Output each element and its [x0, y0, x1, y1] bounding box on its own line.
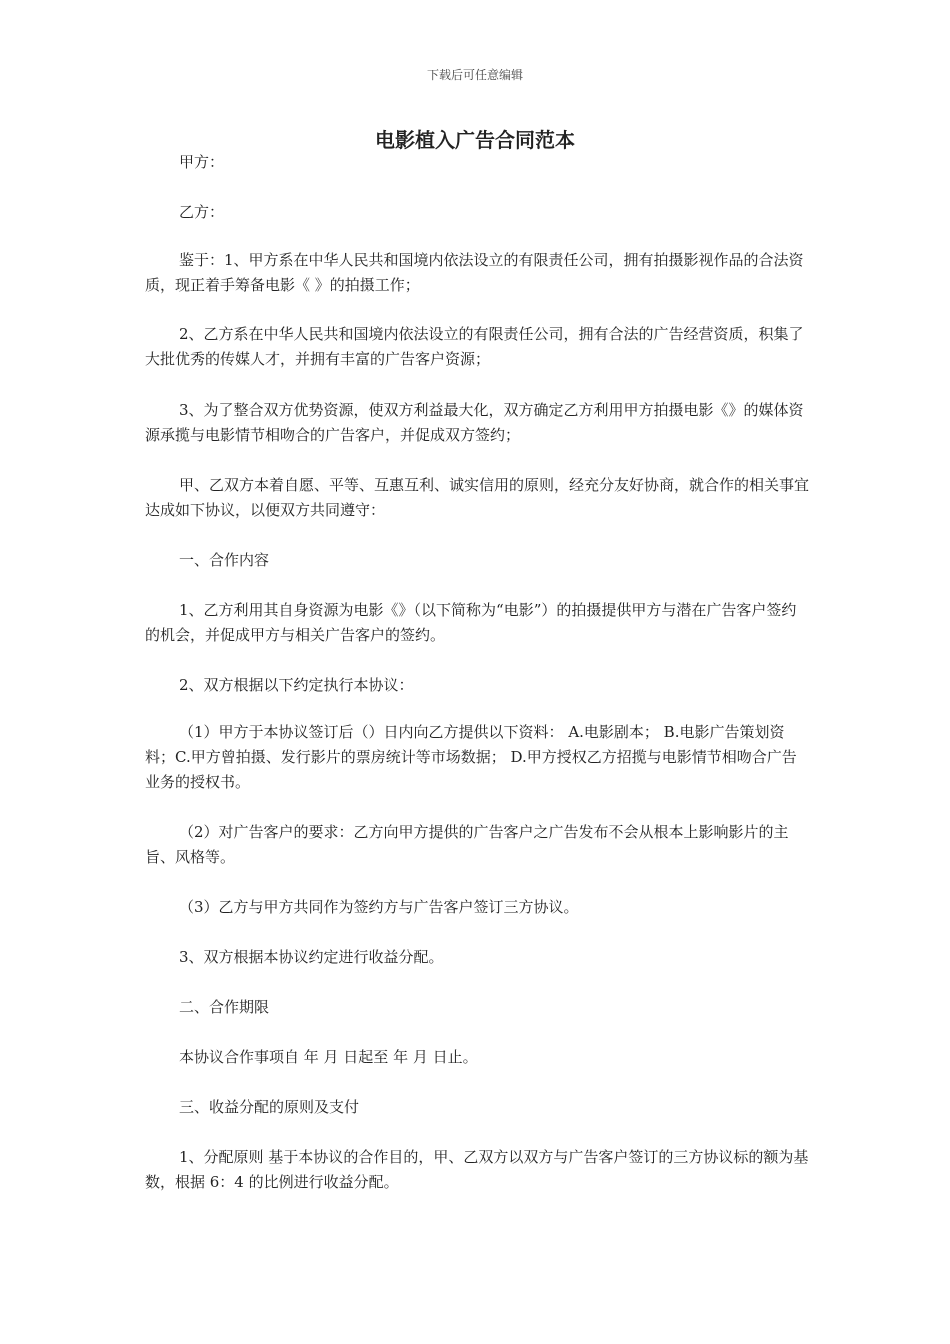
paragraph-clause-3: 3、双方根据本协议约定进行收益分配。 [179, 948, 444, 966]
paragraph-party-a: 甲方： [179, 153, 225, 171]
paragraph-subclause-1: （1）甲方于本协议签订后（）日内向乙方提供以下资料： A.电影剧本； B.电影广告策划资料；C.甲方曾拍摄、发行影片的票房统计等市场数据； D.甲方授权乙方招揽与电影情节相吻合广告业务的授权书。 [145, 723, 797, 791]
paragraph-principles: 甲、乙双方本着自愿、平等、互惠互利、诚实信用的原则，经充分友好协商，就合作的相关事宜达成如下协议，以便双方共同遵守： [145, 476, 810, 519]
paragraph-whereas-1: 鉴于：1、甲方系在中华人民共和国境内依法设立的有限责任公司，拥有拍摄影视作品的合法资质，现正着手筹备电影《 》的拍摄工作； [145, 251, 804, 294]
paragraph-revenue-principle: 1、分配原则 基于本协议的合作目的，甲、乙双方以双方与广告客户签订的三方协议标的额为基数，根据 6：4 的比例进行收益分配。 [145, 1148, 809, 1191]
section-heading-cooperation: 一、合作内容 [179, 551, 270, 569]
paragraph-subclause-3: （3）乙方与甲方共同作为签约方与广告客户签订三方协议。 [179, 898, 579, 916]
paragraph-party-b: 乙方： [179, 203, 225, 221]
header-note: 下载后可任意编辑 [426, 68, 523, 82]
paragraph-subclause-2: （2）对广告客户的要求：乙方向甲方提供的广告客户之广告发布不会从根本上影响影片的主旨、风格等。 [145, 823, 789, 866]
section-heading-revenue: 三、收益分配的原则及支付 [179, 1098, 360, 1116]
paragraph-clause-2: 2、双方根据以下约定执行本协议： [179, 676, 414, 694]
paragraph-whereas-2: 2、乙方系在中华人民共和国境内依法设立的有限责任公司，拥有合法的广告经营资质，积集了大批优秀的传媒人才，并拥有丰富的广告客户资源； [145, 325, 804, 368]
paragraph-whereas-3: 3、为了整合双方优势资源，使双方利益最大化，双方确定乙方利用甲方拍摄电影《》的媒体资源承揽与电影情节相吻合的广告客户，并促成双方签约； [145, 401, 804, 444]
paragraph-term: 本协议合作事项自 年 月 日起至 年 月 日止。 [179, 1048, 478, 1066]
document-title: 电影植入广告合同范本 [375, 128, 575, 152]
section-heading-term: 二、合作期限 [179, 998, 270, 1016]
paragraph-clause-1: 1、乙方利用其自身资源为电影《》（以下简称为“电影”）的拍摄提供甲方与潜在广告客户签约的机会，并促成甲方与相关广告客户的签约。 [145, 601, 797, 644]
